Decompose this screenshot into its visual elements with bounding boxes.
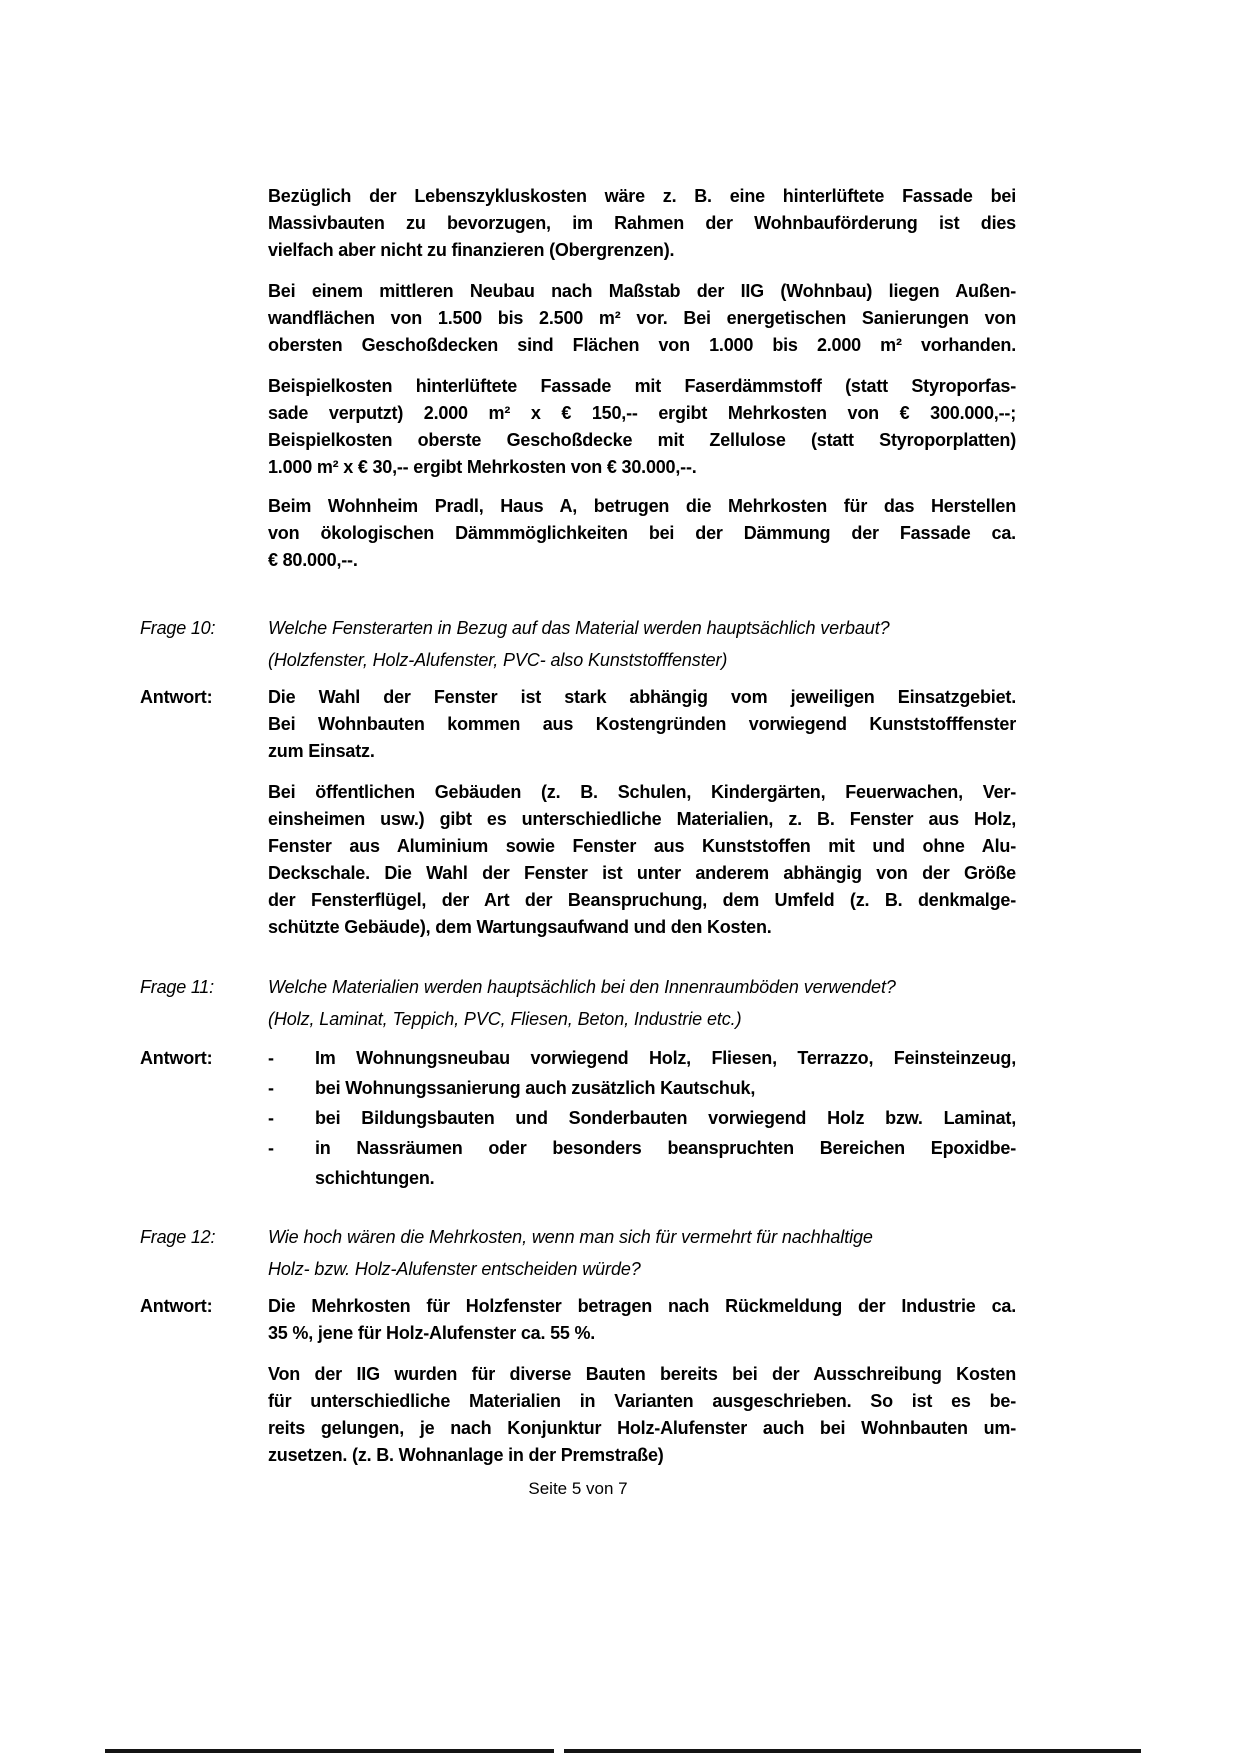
antwort-label: Antwort:: [140, 1048, 213, 1068]
bullet-line: bei Wohnungssanierung auch zusätzlich Kautschuk,: [315, 1078, 756, 1098]
answer-row-frage-12: [140, 1293, 1016, 1347]
text-line: Bei einem mittleren Neubau nach Maßstab der IIG (Wohnbau) liegen Außen-: [268, 281, 1016, 301]
text-line: Beim Wohnheim Pradl, Haus A, betrugen die Mehrkosten für das Herstellen: [268, 496, 1016, 516]
list-item: [268, 1103, 1016, 1133]
paragraph: [140, 779, 1016, 941]
paragraph: [140, 373, 1016, 481]
text-line: 35 %, jene für Holz-Alufenster ca. 55 %.: [268, 1323, 596, 1343]
answer-row-frage-11: [140, 1043, 1016, 1193]
paragraph: [140, 493, 1016, 574]
paragraph: [140, 1361, 1016, 1469]
antwort-label: Antwort:: [140, 687, 213, 707]
paragraph: [140, 183, 1016, 264]
text-line: Deckschale. Die Wahl der Fenster ist unter anderem abhängig von der Größe: [268, 863, 1016, 883]
list-item: [268, 1073, 1016, 1103]
text-line: Die Mehrkosten für Holzfenster betragen nach Rückmeldung der Industrie ca.: [268, 1296, 1016, 1316]
text-line: € 80.000,--.: [268, 550, 358, 570]
text-line: reits gelungen, je nach Konjunktur Holz-Alufenster auch bei Wohnbauten um-: [268, 1418, 1016, 1438]
bullet-dash: -: [268, 1048, 274, 1068]
text-line: schützte Gebäude), dem Wartungsaufwand und den Kosten.: [268, 917, 772, 937]
list-item: [268, 1043, 1016, 1073]
text-line: von ökologischen Dämmmöglichkeiten bei der Dämmung der Fassade ca.: [268, 523, 1016, 543]
label-spacer: [140, 278, 268, 359]
question-line: (Holz, Laminat, Teppich, PVC, Fliesen, Beton, Industrie etc.): [268, 1009, 742, 1029]
bottom-border-segment-right: [564, 1749, 1141, 1753]
text-line: Die Wahl der Fenster ist stark abhängig vom jeweiligen Einsatzgebiet.: [268, 687, 1016, 707]
label-spacer: [140, 493, 268, 574]
text-line: zum Einsatz.: [268, 741, 375, 761]
text-line: Fenster aus Aluminium sowie Fenster aus Kunststoffen mit und ohne Alu-: [268, 836, 1016, 856]
text-line: der Fensterflügel, der Art der Beanspruchung, dem Umfeld (z. B. denkmalge-: [268, 890, 1016, 910]
text-line: vielfach aber nicht zu finanzieren (Obergrenzen).: [268, 240, 675, 260]
frage-label: Frage 10:: [140, 618, 216, 638]
text-line: Massivbauten zu bevorzugen, im Rahmen der Wohnbauförderung ist dies: [268, 213, 1016, 233]
text-line: für unterschiedliche Materialien in Varianten ausgeschrieben. So ist es be-: [268, 1391, 1016, 1411]
question-line: Holz- bzw. Holz-Alufenster entscheiden würde?: [268, 1259, 641, 1279]
text-line: Bei Wohnbauten kommen aus Kostengründen vorwiegend Kunststofffenster: [268, 714, 1016, 734]
text-line: obersten Geschoßdecken sind Flächen von 1.000 bis 2.000 m² vorhanden.: [268, 335, 1016, 355]
text-line: Bei öffentlichen Gebäuden (z. B. Schulen, Kindergärten, Feuerwachen, Ver-: [268, 782, 1016, 802]
label-spacer: [140, 1361, 268, 1469]
bullet-dash: -: [268, 1138, 274, 1158]
question-line: Welche Materialien werden hauptsächlich bei den Innenraumböden verwendet?: [268, 977, 896, 997]
antwort-label: Antwort:: [140, 1296, 213, 1316]
question-line: Welche Fensterarten in Bezug auf das Material werden hauptsächlich verbaut?: [268, 618, 890, 638]
text-line: sade verputzt) 2.000 m² x € 150,-- ergibt Mehrkosten von € 300.000,--;: [268, 403, 1016, 423]
question-line: (Holzfenster, Holz-Alufenster, PVC- also Kunststofffenster): [268, 650, 728, 670]
bullet-dash: -: [268, 1078, 274, 1098]
bullet-line: schichtungen.: [315, 1168, 435, 1188]
label-spacer: [140, 779, 268, 941]
text-line: Beispielkosten hinterlüftete Fassade mit Faserdämmstoff (statt Styroporfas-: [268, 376, 1016, 396]
question-row-frage-12: [140, 1221, 1016, 1285]
label-spacer: [140, 183, 268, 264]
text-line: Von der IIG wurden für diverse Bauten bereits bei der Ausschreibung Kosten: [268, 1364, 1016, 1384]
bullet-line: in Nassräumen oder besonders beanspruchten Bereichen Epoxidbe-: [315, 1138, 1016, 1158]
label-spacer: [140, 373, 268, 481]
bullet-line: Im Wohnungsneubau vorwiegend Holz, Fliesen, Terrazzo, Feinsteinzeug,: [315, 1048, 1016, 1068]
bottom-border-segment-left: [105, 1749, 554, 1753]
text-line: Beispielkosten oberste Geschoßdecke mit Zellulose (statt Styroporplatten): [268, 430, 1016, 450]
question-row-frage-10: [140, 612, 1016, 676]
list-item: [268, 1133, 1016, 1193]
text-line: einsheimen usw.) gibt es unterschiedliche Materialien, z. B. Fenster aus Holz,: [268, 809, 1016, 829]
frage-label: Frage 11:: [140, 977, 214, 997]
question-row-frage-11: [140, 971, 1016, 1035]
page-number: Seite 5 von 7: [528, 1479, 628, 1498]
answer-row-frage-10: [140, 684, 1016, 765]
text-line: 1.000 m² x € 30,-- ergibt Mehrkosten von € 30.000,--.: [268, 457, 697, 477]
document-body: [140, 183, 1016, 1499]
bullet-line: bei Bildungsbauten und Sonderbauten vorwiegend Holz bzw. Laminat,: [315, 1108, 1016, 1128]
paragraph: [140, 278, 1016, 359]
frage-label: Frage 12:: [140, 1227, 216, 1247]
text-line: Bezüglich der Lebenszykluskosten wäre z. B. eine hinterlüftete Fassade bei: [268, 186, 1016, 206]
bullet-dash: -: [268, 1108, 274, 1128]
text-line: zusetzen. (z. B. Wohnanlage in der Premstraße): [268, 1445, 664, 1465]
question-line: Wie hoch wären die Mehrkosten, wenn man sich für vermehrt für nachhaltige: [268, 1227, 873, 1247]
text-line: wandflächen von 1.500 bis 2.500 m² vor. Bei energetischen Sanierungen von: [268, 308, 1016, 328]
